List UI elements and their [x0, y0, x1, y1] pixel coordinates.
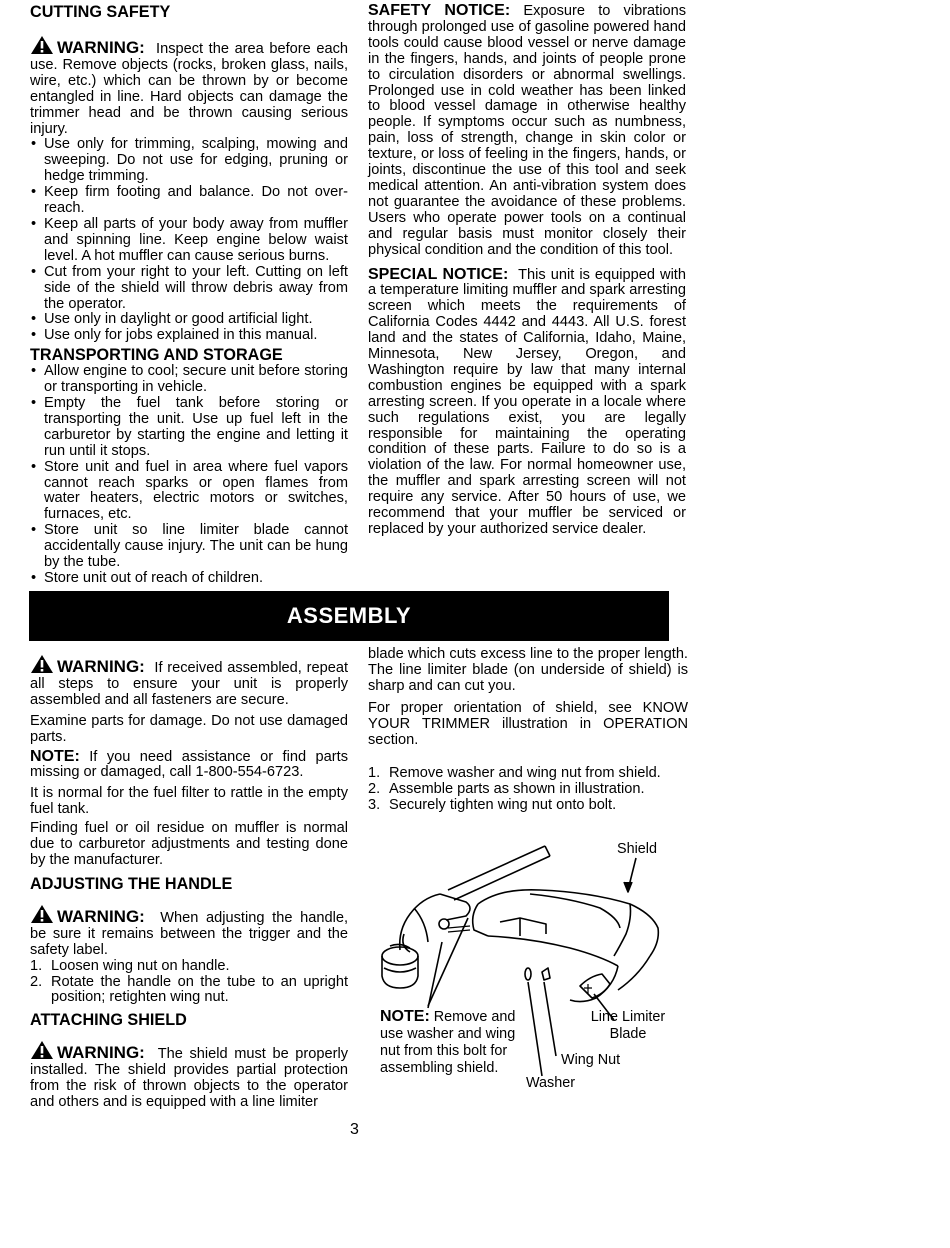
wing-nut-label: Wing Nut [561, 1052, 621, 1068]
orientation-text: For proper orientation of shield, see KNOW YOUR TRIMMER illustration in OPERATION section. [368, 699, 688, 748]
safety-notice-label: SAFETY NOTICE: [368, 2, 511, 19]
note-label: NOTE: [380, 1008, 430, 1025]
list-item: • Use only for trimming, scalping, mowing and sweeping. Do not use for edging, pruning or hedge trimming. [30, 137, 348, 185]
shield-column [368, 647, 688, 814]
list-item: • Store unit and fuel in area where fuel vapors cannot reach sparks or open flames from water heaters, electric motors or switches, furnaces, etc. [30, 460, 348, 524]
list-item: 1. Loosen wing nut on handle. [30, 957, 230, 974]
shield-label: Shield [617, 841, 658, 857]
washer-label: Washer [526, 1075, 576, 1091]
warning-triangle-icon [30, 1040, 54, 1060]
notices-column [368, 3, 686, 538]
note-label: NOTE: [30, 747, 80, 765]
transporting-heading: TRANSPORTING AND STORAGE [30, 346, 283, 365]
shield-warning [30, 1040, 348, 1111]
list-item: • Allow engine to cool; secure unit before storing or transporting in vehicle. [30, 364, 348, 396]
list-item: 1. Remove washer and wing nut from shield. [368, 765, 661, 782]
list-item: • Keep all parts of your body away from muffler and spinning line. Keep engine below waist level. A hot muffler can cause serious burns. [30, 217, 348, 265]
list-item: 2. Assemble parts as shown in illustration. [368, 781, 645, 798]
assembly-note [30, 749, 348, 782]
assembly-banner [29, 591, 669, 641]
warning-triangle-icon [30, 654, 54, 674]
list-item: 2. Rotate the handle on the tube to an upright position; retighten wing nut. [30, 973, 348, 1006]
list-item: • Store unit so line limiter blade cannot accidentally cause injury. The unit can be hung by the tube. [30, 523, 348, 571]
transporting-list [30, 364, 348, 587]
handle-warning [30, 904, 348, 959]
fuel-filter-text: It is normal for the fuel filter to rattle in the empty fuel tank. [30, 785, 348, 818]
page-number: 3 [350, 1121, 359, 1138]
warning-text: When adjusting the handle, be sure it remains between the trigger and the safety label. [30, 909, 349, 958]
assembly-warning [30, 654, 348, 709]
safety-notice-text: Exposure to vibrations through prolonged use of gasoline powered hand tools could cause blood vessel or nerve damage in the fingers, hands, and joints of people prone to circulation disorders or abnormal swellings. Prolonged use in cold weather has been linked to blood vessel damage in otherwise healthy people. If symptoms occur such as numbness, pain, loss of strength, change in skin color or texture, or loss of feeling in the fingers, hands, or joints, discontinue the use of this tool and seek medical attention. An anti-vibration system does not guarantee the avoidance of these problems. Users who operate power tools on a continual and regular basis must monitor closely their physical condition and the condition of this tool. [368, 3, 686, 258]
illustration-note [380, 1008, 530, 1077]
list-item: • Empty the fuel tank before storing or transporting the unit. Use up fuel left in the carburetor by starting the engine and letting it run until it stops. [30, 396, 348, 460]
warning-label: WARNING: [57, 38, 145, 57]
special-notice-label: SPECIAL NOTICE: [368, 265, 509, 283]
safety-notice [368, 3, 686, 259]
shield-steps [368, 766, 688, 814]
warning-text: If received assembled, repeat all steps to ensure your unit is properly assembled and all fasteners are secure. [30, 660, 348, 708]
adjusting-handle-heading: ADJUSTING THE HANDLE [30, 874, 233, 893]
warning-triangle-icon [30, 904, 54, 924]
list-item: • Use only in daylight or good artificial light. [30, 312, 348, 328]
special-notice-text: This unit is equipped with a temperature limiting muffler and spark arresting screen which meets the requirements of California Codes 4442 and 4443. All U.S. forest land and the states of California, Idaho, Maine, Minnesota, New Jersey, Oregon, and Washington require by law that many internal combustion engines be equipped with a spark arresting screen. If you operate in a locale where such regulations exist, you are legally responsible for maintaining the operating condition of these parts. Failure to do so is a violation of the law. For normal homeowner use, the muffler and spark arresting screen will not require any service. After 50 hours of use, we recommend that your muffler be serviced or replaced by your authorized service dealer. [368, 266, 686, 537]
residue-text: Finding fuel or oil residue on muffler is normal due to carburetor adjustments and testing done by the manufacturer. [30, 820, 348, 868]
handle-steps [30, 959, 348, 1007]
note-text: Remove and use washer and wing nut from this bolt for assembling shield. [380, 1009, 516, 1076]
shield-assembly-illustration [370, 838, 690, 1100]
cutting-safety-heading: CUTTING SAFETY [30, 3, 171, 21]
warning-label: WARNING: [57, 657, 145, 676]
list-item: • Keep firm footing and balance. Do not over-reach. [30, 185, 348, 217]
list-item: • Use only for jobs explained in this manual. [30, 328, 348, 344]
list-item: 3. Securely tighten wing nut onto bolt. [368, 797, 617, 814]
cutting-safety-warning [30, 35, 348, 137]
cutting-safety-column [30, 3, 348, 587]
cutting-safety-list [30, 137, 348, 344]
shield-continued-text: blade which cuts excess line to the proper length. The line limiter blade (on underside of shield) is sharp and can cut you. [368, 646, 688, 694]
warning-text: Inspect the area before each use. Remove objects (rocks, broken glass, nails, wire, etc.) which can be thrown by or become entangled in line. Hard objects can damage the trimmer head and be thrown causing serious injury. [30, 41, 349, 137]
special-notice [368, 267, 686, 538]
line-limiter-label: Line Limiter Blade [590, 1009, 666, 1042]
warning-triangle-icon [30, 35, 54, 55]
assembly-title: ASSEMBLY [286, 603, 412, 628]
list-item: • Store unit out of reach of children. [30, 571, 348, 587]
list-item: • Cut from your right to your left. Cutting on left side of the shield will throw debris away from the operator. [30, 265, 348, 313]
warning-label: WARNING: [57, 906, 145, 926]
attaching-shield-heading: ATTACHING SHIELD [30, 1011, 187, 1030]
warning-label: WARNING: [57, 1043, 145, 1063]
examine-text: Examine parts for damage. Do not use damaged parts. [30, 712, 348, 745]
warning-text: The shield must be properly installed. The shield provides partial protection from the risk of thrown objects to the operator and others and is equipped with a line limiter [30, 1046, 348, 1111]
note-text: If you need assistance or find parts missing or damaged, call 1-800-554-6723. [30, 748, 348, 781]
assembly-column [30, 654, 348, 1111]
